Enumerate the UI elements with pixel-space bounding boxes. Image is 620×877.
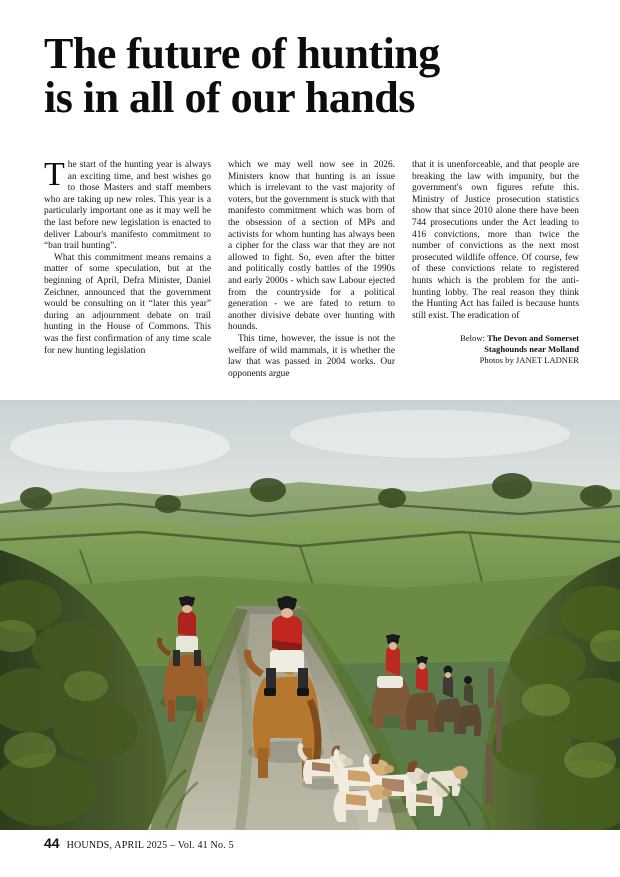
paragraph: What this commitment means remains a matter of some speculation, but at the beginning of April, Defra Minister, Daniel Zeichner, announced that the government would be consulting on it “later this year” during an adjournment debate on trail hunting in the House of Commons. This was the first confirmation of any time scale for new hunting legislation bbox=[44, 252, 211, 356]
drop-cap: T bbox=[44, 156, 65, 193]
photo-caption bbox=[412, 333, 579, 365]
article-column-1 bbox=[44, 156, 211, 380]
caption-subject-line-1: The Devon and Somerset bbox=[487, 333, 579, 344]
hunt-photograph bbox=[0, 400, 620, 830]
article-column-3 bbox=[412, 160, 579, 380]
paragraph-text: he start of the hunting year is always an exciting time, and best wishes go to those Masters and staff members who are taking up new roles. This year is a particularly important one as it may well be the last before new legislation is enacted to deliver Labour's manifesto commitment to “ban trail hunting”. bbox=[44, 160, 211, 252]
paragraph: This time, however, the issue is not the welfare of wild mammals, it is whether the law that was passed in 2004 works. Our opponents argue bbox=[228, 333, 395, 379]
page-footer bbox=[44, 835, 234, 851]
article-body bbox=[44, 156, 580, 380]
paragraph: that it is unenforceable, and that people are breaking the law with impunity, but the government's own figures refute this. Ministry of Justice prosecution statistics show that since 2010 alone there have been 744 prosecutions under the Act leading to 416 convictions, more than twice the number of convictions as the next most prosecuted wildlife offence. Of course, few of these convictions relate to registered hunts which is the problem for the anti-hunting lobby. The real reason they think the Hunting Act has failed is because hunts still exist. The eradication of bbox=[412, 160, 579, 321]
page-number: 44 bbox=[44, 835, 60, 851]
headline-line-1: The future of hunting bbox=[44, 29, 440, 78]
headline-line-2: is in all of our hands bbox=[44, 73, 415, 122]
caption-subject-line-2: Staghounds near Molland bbox=[484, 343, 579, 354]
caption-prefix: Below: bbox=[460, 333, 488, 344]
publication-line: HOUNDS, APRIL 2025 – Vol. 41 No. 5 bbox=[66, 840, 234, 851]
article-column-2 bbox=[228, 160, 395, 380]
paragraph bbox=[44, 156, 211, 253]
photo-credit: Photos by JANET LADNER bbox=[479, 355, 579, 366]
page-title bbox=[44, 29, 584, 122]
paragraph: which we may well now see in 2026. Ministers know that hunting is an issue which is irrelevant to the vast majority of voters, but the government is stuck with that manifesto commitment which was born of the obsession of a section of MPs and activists for whom hunting has always been a cipher for the class war that they are not allowed to fight. So, even after the bitter and politically costly battles of the 1990s and early 2000s - which saw Labour ejected from the countryside for a political generation - we are fated to return to another divisive debate over hunting with hounds. bbox=[228, 160, 395, 333]
